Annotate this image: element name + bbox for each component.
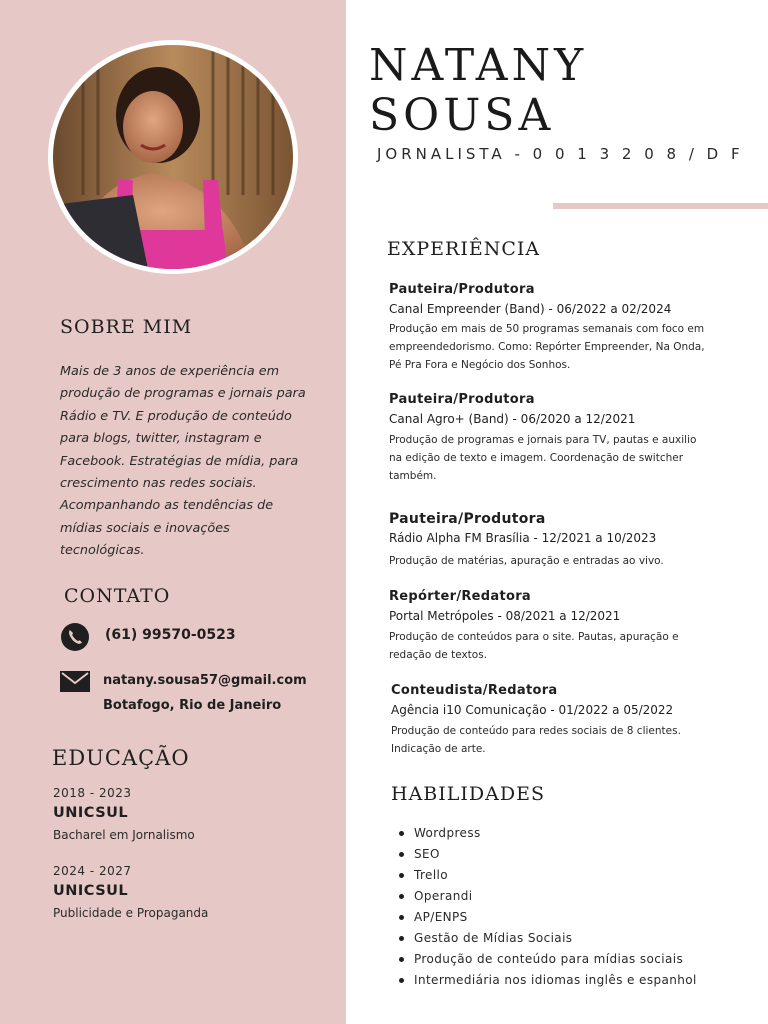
- envelope-icon: [60, 671, 90, 693]
- email-address[interactable]: natany.sousa57@gmail.com: [103, 673, 307, 688]
- education-years: 2018 - 2023: [53, 786, 132, 800]
- job-title: Conteudista/Redatora: [391, 683, 558, 698]
- first-name: NATANY: [369, 40, 588, 91]
- skill-item: Operandi: [399, 886, 697, 907]
- education-school: UNICSUL: [53, 805, 129, 821]
- job-description: Produção de programas e jornais para TV, pautas e auxilio na edição de texto e imagem. Coordenação de switcher também.: [389, 434, 697, 482]
- education-years: 2024 - 2027: [53, 864, 132, 878]
- job-title: Pauteira/Produtora: [389, 511, 546, 527]
- job-company: Rádio Alpha FM Brasília - 12/2021 a 10/2023: [389, 531, 657, 545]
- skills-list: [399, 823, 697, 991]
- job-company: Canal Empreender (Band) - 06/2022 a 02/2024: [389, 302, 672, 316]
- about-text: Mais de 3 anos de experiência em produção de programas e jornais para Rádio e TV. E produção de conteúdo para blogs, twitter, instagram e Facebook. Estratégias de mídia, para crescimento nas redes sociais. Acompanhando as tendências de mídias sociais e inovações tecnológicas.: [60, 364, 306, 559]
- job-description: Produção de conteúdos para o site. Pautas, apuração e redação de textos.: [389, 631, 679, 661]
- education-school: UNICSUL: [53, 883, 129, 899]
- skill-item: Produção de conteúdo para mídias sociais: [399, 949, 697, 970]
- last-name: SOUSA: [369, 90, 555, 141]
- job-role: JORNALISTA - 0 0 1 3 2 0 8 / D F: [377, 145, 744, 163]
- job-title: Pauteira/Produtora: [389, 392, 535, 407]
- job-title: Repórter/Redatora: [389, 589, 531, 604]
- skill-item: AP/ENPS: [399, 907, 697, 928]
- decorative-bar: [553, 203, 768, 209]
- contact-heading: CONTATO: [64, 585, 171, 607]
- phone-number[interactable]: (61) 99570-0523: [105, 627, 236, 643]
- job-company: Portal Metrópoles - 08/2021 a 12/2021: [389, 609, 621, 623]
- skills-heading: HABILIDADES: [391, 783, 545, 805]
- profile-photo-image: [53, 45, 293, 269]
- job-description: Produção em mais de 50 programas semanais com foco em empreendedorismo. Como: Repórter Empreender, Na Onda, Pé Pra Fora e Negócio dos Sonhos.: [389, 323, 705, 371]
- phone-icon: [60, 622, 90, 652]
- about-heading: SOBRE MIM: [60, 316, 193, 338]
- skill-item: Trello: [399, 865, 697, 886]
- skill-item: Intermediária nos idiomas inglês e espanhol: [399, 970, 697, 991]
- job-company: Agência i10 Comunicação - 01/2022 a 05/2022: [391, 703, 674, 717]
- skill-item: SEO: [399, 844, 697, 865]
- education-heading: EDUCAÇÃO: [52, 746, 190, 770]
- job-company: Canal Agro+ (Band) - 06/2020 a 12/2021: [389, 412, 636, 426]
- education-course: Publicidade e Propaganda: [53, 906, 209, 920]
- location: Botafogo, Rio de Janeiro: [103, 698, 282, 713]
- experience-heading: EXPERIÊNCIA: [387, 238, 541, 260]
- job-description: Produção de matérias, apuração e entradas ao vivo.: [389, 555, 664, 567]
- skill-item: Gestão de Mídias Sociais: [399, 928, 697, 949]
- job-description: Produção de conteúdo para redes sociais de 8 clientes. Indicação de arte.: [391, 725, 681, 755]
- profile-photo: [48, 40, 298, 274]
- education-course: Bacharel em Jornalismo: [53, 828, 195, 842]
- skill-item: Wordpress: [399, 823, 697, 844]
- job-title: Pauteira/Produtora: [389, 282, 535, 297]
